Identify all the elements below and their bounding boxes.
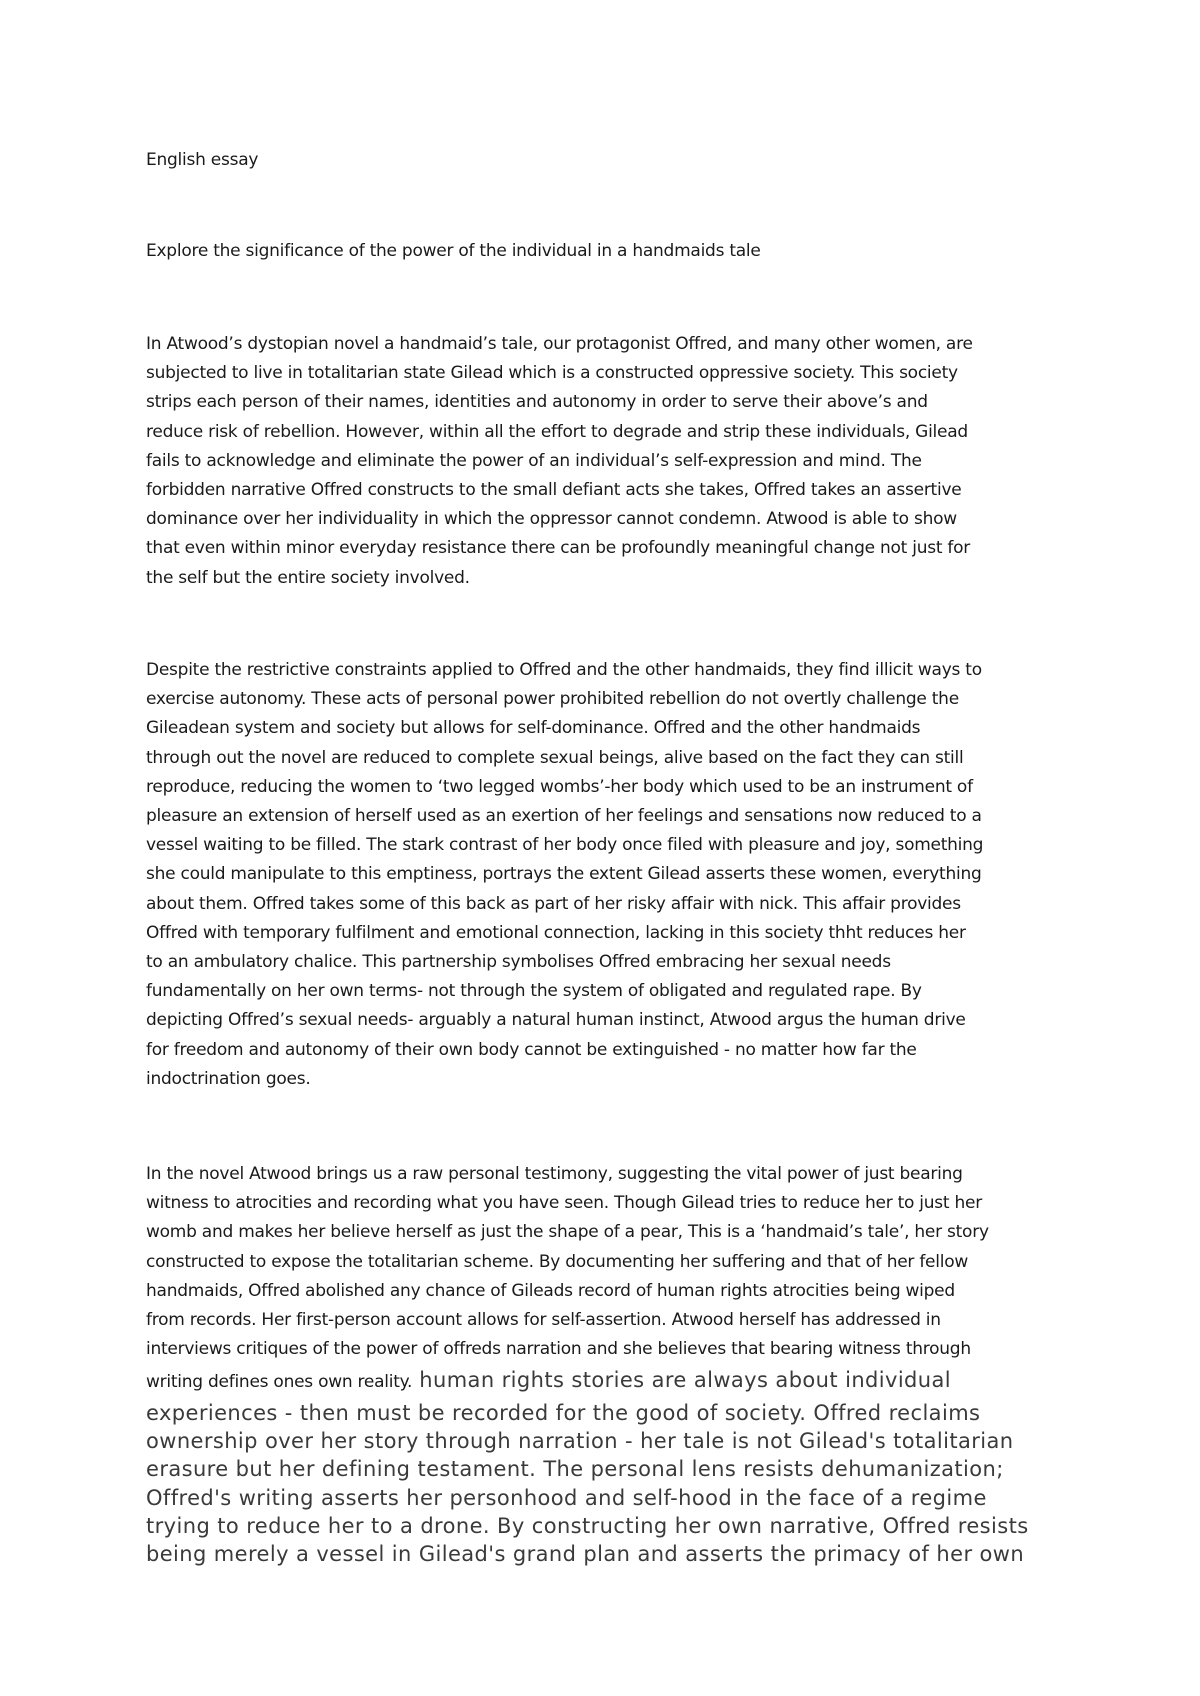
paragraph-2-line: vessel waiting to be filled. The stark contrast of her body once filed with pleasure and joy, something [146,835,984,856]
paragraph-1-line: In Atwood’s dystopian novel a handmaid’s tale, our protagonist Offred, and many other women, are [146,334,973,354]
paragraph-1-line: reduce risk of rebellion. However, within all the effort to degrade and strip these individuals, Gilead [146,421,968,442]
paragraph-1-line: dominance over her individuality in which the oppressor cannot condemn. Atwood is able to show [146,509,957,530]
paragraph-3-mixed-line [146,1368,1066,1392]
paragraph-3-line: womb and makes her believe herself as just the shape of a pear, This is a ‘handmaid’s tale’, her story [146,1222,989,1243]
paragraph-2-line: to an ambulatory chalice. This partnership symbolises Offred embracing her sexual needs [146,952,891,973]
paragraph-1-line: that even within minor everyday resistance there can be profoundly meaningful change not just for [146,538,971,559]
paragraph-3-line: In the novel Atwood brings us a raw personal testimony, suggesting the vital power of just bearing [146,1164,963,1184]
paragraph-1-line: forbidden narrative Offred constructs to the small defiant acts she takes, Offred takes an assertive [146,480,962,501]
paragraph-2-line: Offred with temporary fulfilment and emotional connection, lacking in this society thht reduces her [146,922,966,943]
pasted-text-line: ownership over her story through narration - her tale is not Gilead's totalitarian [146,1429,1014,1454]
pasted-text-line: being merely a vessel in Gilead's grand plan and asserts the primacy of her own [146,1542,1025,1567]
pasted-text-block [146,1399,1076,1568]
paragraph-3-line: constructed to expose the totalitarian scheme. By documenting her suffering and that of her fellow [146,1251,969,1272]
paragraph-3 [146,1160,1066,1364]
paragraph-1-line: subjected to live in totalitarian state Gilead which is a constructed oppressive society. This society [146,363,958,384]
pasted-text-line: trying to reduce her to a drone. By constructing her own narrative, Offred resists [146,1513,1029,1538]
pasted-text-line: experiences - then must be recorded for the good of society. Offred reclaims [146,1401,981,1425]
essay-heading: English essay [146,150,259,170]
paragraph-2-line: indoctrination goes. [146,1068,311,1089]
paragraph-3-line: interviews critiques of the power of offreds narration and she believes that bearing witness through [146,1339,971,1360]
paragraph-2-line: for freedom and autonomy of their own body cannot be extinguished - no matter how far the [146,1039,917,1060]
paragraph-2-line: she could manipulate to this emptiness, portrays the extent Gilead asserts these women, everything [146,864,982,885]
paragraph-2-line: fundamentally on her own terms- not through the system of obligated and regulated rape. By [146,981,922,1002]
paragraph-2-line: depicting Offred’s sexual needs- arguably a natural human instinct, Atwood argus the human drive [146,1010,966,1031]
paragraph-2-line: about them. Offred takes some of this back as part of her risky affair with nick. This affair provides [146,893,961,914]
pasted-text-line: erasure but her defining testament. The personal lens resists dehumanization; [146,1457,1004,1482]
pasted-text-start: human rights stories are always about individual [412,1368,951,1392]
paragraph-3-line: from records. Her first-person account allows for self-assertion. Atwood herself has addressed in [146,1310,941,1331]
essay-question: Explore the significance of the power of the individual in a handmaids tale [146,241,761,261]
paragraph-3-line: witness to atrocities and recording what you have seen. Though Gilead tries to reduce her to just her [146,1193,982,1214]
paragraph-2 [146,656,1066,1094]
paragraph-2-line: Gileadean system and society but allows for self-dominance. Offred and the other handmaids [146,718,921,739]
paragraph-1-line: strips each person of their names, identities and autonomy in order to serve their above’s and [146,392,928,413]
pasted-text-line: Offred's writing asserts her personhood and self-hood in the face of a regime [146,1485,987,1510]
paragraph-2-line: Despite the restrictive constraints applied to Offred and the other handmaids, they find illicit ways to [146,660,982,680]
paragraph-1-line: fails to acknowledge and eliminate the power of an individual’s self-expression and mind. The [146,450,922,471]
paragraph-3-small-text: writing defines ones own reality. [146,1372,413,1392]
paragraph-3-line: handmaids, Offred abolished any chance of Gileads record of human rights atrocities being wiped [146,1280,955,1301]
paragraph-2-line: exercise autonomy. These acts of personal power prohibited rebellion do not overtly challenge the [146,689,959,710]
paragraph-2-line: pleasure an extension of herself used as an exertion of her feelings and sensations now reduced to a [146,806,982,827]
paragraph-1-line: the self but the entire society involved. [146,567,470,588]
paragraph-2-line: through out the novel are reduced to complete sexual beings, alive based on the fact they can still [146,747,964,768]
paragraph-2-line: reproduce, reducing the women to ‘two legged wombs’-her body which used to be an instrument of [146,776,973,797]
paragraph-1 [146,330,1066,593]
